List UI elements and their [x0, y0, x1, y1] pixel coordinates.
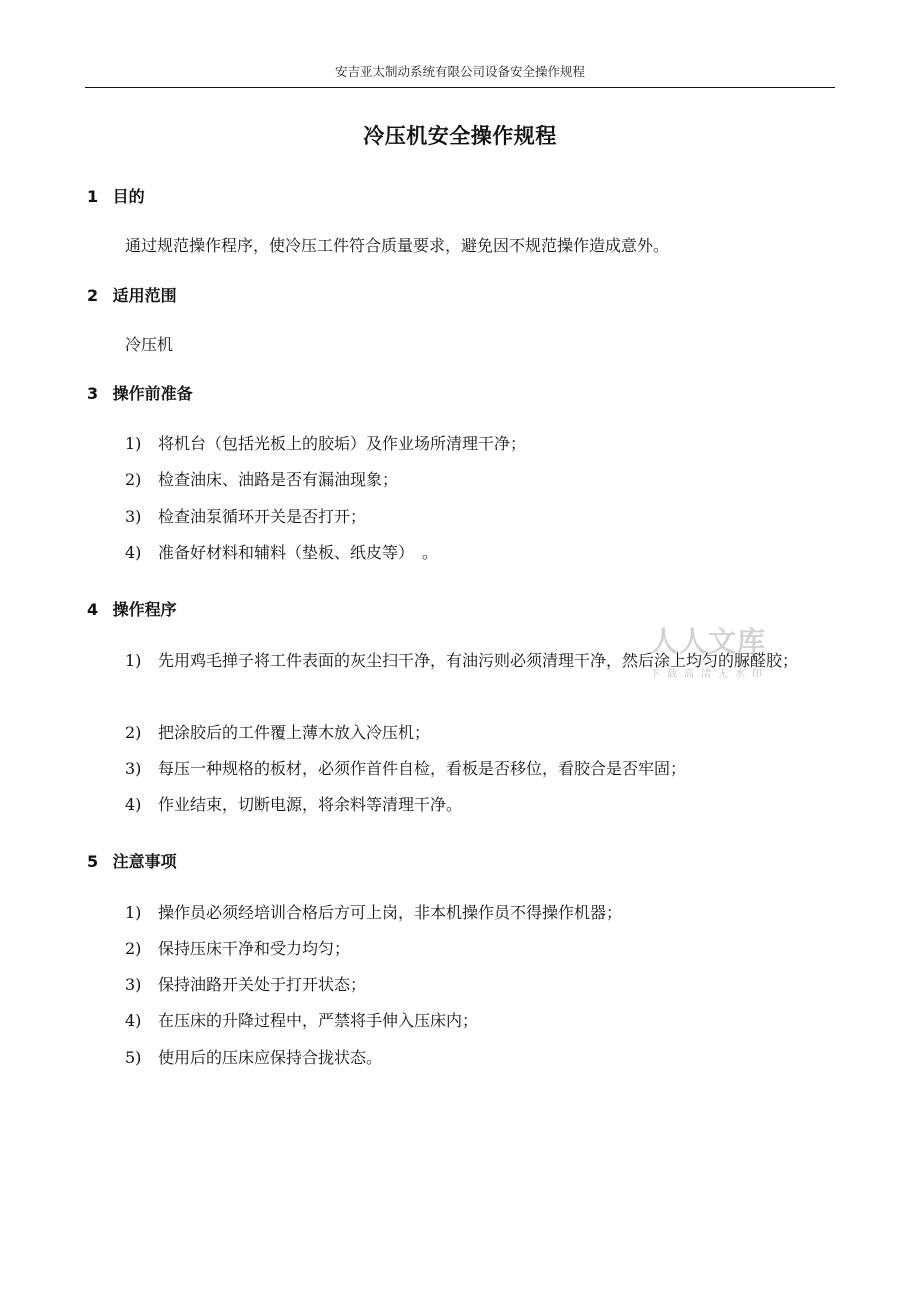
section-number: 1 — [87, 187, 99, 206]
list-item-index: 2) — [125, 470, 142, 489]
list-item-index: 2) — [125, 939, 142, 958]
list-item-index: 2) — [125, 723, 142, 742]
list-item-text: 保持压床干净和受力均匀； — [158, 939, 351, 958]
list-item-text: 操作员必须经培训合格后方可上岗，非本机操作员不得操作机器； — [158, 903, 623, 922]
list-item-index: 4) — [125, 543, 142, 562]
list-item-index: 3) — [125, 759, 142, 778]
list-item-index: 1) — [125, 434, 142, 453]
list-item-text: 先用鸡毛掸子将工件表面的灰尘扫干净，有油污则必须清理干净，然后涂上均匀的脲醛胶； — [158, 651, 799, 670]
header-divider — [85, 87, 835, 88]
list-item-index: 1) — [125, 903, 142, 922]
list-item-text: 检查油床、油路是否有漏油现象； — [158, 470, 399, 489]
document-title: 冷压机安全操作规程 — [363, 124, 557, 148]
list-item-text: 在压床的升降过程中，严禁将手伸入压床内； — [158, 1011, 479, 1030]
section-title: 操作程序 — [112, 600, 177, 619]
section-heading-preparation — [87, 381, 193, 404]
section-number: 4 — [87, 600, 99, 619]
list-item-text: 每压一种规格的板材，必须作首件自检，看板是否移位，看胶合是否牢固； — [158, 759, 687, 778]
watermark-subtitle: 下载高清无水印 — [650, 669, 769, 680]
list-item-index: 3) — [125, 507, 142, 526]
list-item-index: 3) — [125, 975, 142, 994]
section-number: 5 — [87, 852, 99, 871]
list-item-index: 1) — [125, 651, 142, 670]
list-item-index: 4) — [125, 1011, 142, 1030]
section-number: 3 — [87, 384, 99, 403]
running-header: 安吉亚太制动系统有限公司设备安全操作规程 — [334, 64, 585, 79]
section-title: 注意事项 — [112, 852, 177, 871]
list-item-text: 把涂胶后的工件覆上薄木放入冷压机； — [158, 723, 431, 742]
section-heading-scope — [87, 283, 177, 306]
list-item-text: 作业结束，切断电源，将余料等清理干净。 — [158, 795, 463, 814]
list-item-text: 将机台（包括光板上的胶垢）及作业场所清理干净； — [158, 434, 527, 453]
section-paragraph-purpose: 通过规范操作程序，使冷压工件符合质量要求，避免因不规范操作造成意外。 — [125, 236, 670, 255]
list-item-text: 准备好材料和辅料（垫板、纸皮等） 。 — [158, 543, 439, 562]
section-heading-procedure — [87, 597, 177, 620]
list-item-text: 检查油泵循环开关是否打开； — [158, 507, 367, 526]
section-title: 目的 — [112, 187, 145, 206]
watermark-title: 人人文库 — [650, 625, 767, 658]
section-title: 适用范围 — [112, 286, 177, 305]
section-title: 操作前准备 — [112, 384, 193, 403]
list-item-index: 4) — [125, 795, 142, 814]
section-heading-precautions — [87, 849, 177, 872]
section-number: 2 — [87, 286, 99, 305]
section-heading-purpose — [87, 184, 145, 207]
list-item-text: 使用后的压床应保持合拢状态。 — [158, 1048, 383, 1067]
list-item-index: 5) — [125, 1048, 142, 1067]
list-item-text: 保持油路开关处于打开状态； — [158, 975, 367, 994]
section-paragraph-scope: 冷压机 — [125, 335, 174, 354]
